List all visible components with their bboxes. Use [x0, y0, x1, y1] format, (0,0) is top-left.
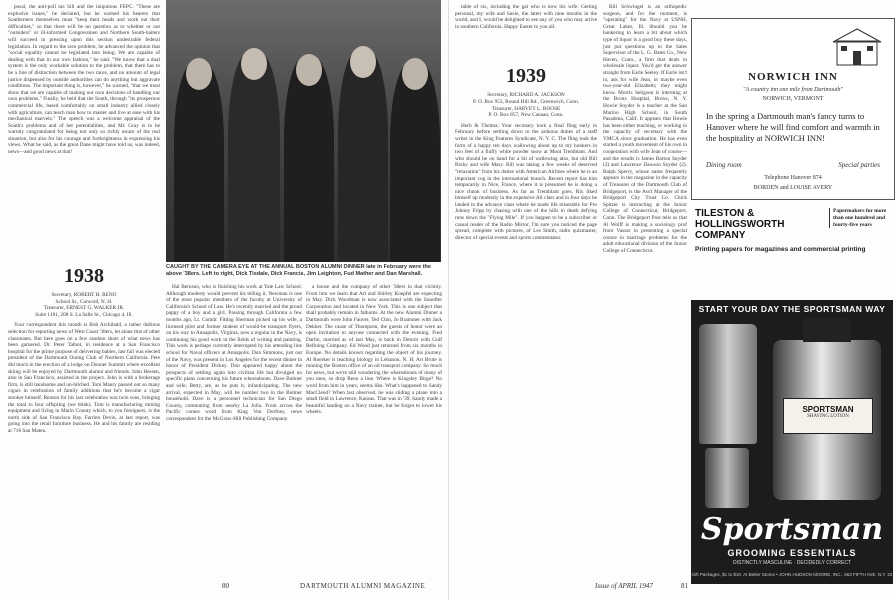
treasurer-address: Suite 1181, 208 S. La Salle St., Chicago 4, Ill.	[35, 311, 133, 318]
bottle-main-icon	[773, 340, 881, 500]
left-col3-text	[306, 284, 442, 580]
treasurer-line: Treasurer, ERNEST G. WALKER JR.	[43, 305, 125, 312]
page-number-right: 81	[681, 582, 688, 590]
sportsman-ad	[691, 300, 893, 584]
tileston-ad	[691, 206, 893, 294]
norwich-special: Special parties	[838, 161, 880, 169]
class-year-1939: 1939	[506, 65, 546, 88]
tileston-name	[695, 208, 784, 241]
right-col1	[455, 4, 597, 580]
norwich-phone: Telephone Hanover 874	[764, 175, 822, 181]
page-number-left: 80	[222, 582, 229, 590]
sportsman-grooming: GROOMING ESSENTIALS	[727, 548, 857, 558]
tileston-tagline: Printing papers for magazines and commercial printing	[695, 246, 866, 253]
tileston-name-line: TILESTON &	[695, 208, 755, 219]
paragraph: a house and the company of other '38ers in that vicinity. From him we learn that Art and Shirley Koepfel are expecting in May. Dick Woodman is now associated with the Sonofter Corporation and located in New York. This is one subject that shall probably remain in fathoms. At the new Alumni Dinner a Dartmouth were John Fauver, Ted Chin, Jo Brammer with Jack Dekker. The cause of Thompson, the guests of honor were an open invitation to anyone connected with the evening. Fred Darlin, married as of last May, is back in Detroit with Gulf Refining Company. Ed Wood just returned from six months in Europe. No details known regarding the object of his journey. Al Roerker is teaching biology in Lebanon, N. H. Art Brule is running the Boston office of an oil transport company. So much for news, but we're still wondering the whereabouts of many of you men, so drop Reno a line. Where is Kingsley Birge? No word from him in years, seems like. What's happened to Sandy MacCleod? When last observed, he was sliding a plane into a small field in Lawrence, Kansas. That was in '39. Sandy made a beautiful landing on a Navy trainer, but he forgot to lower his wheels.	[306, 284, 442, 416]
norwich-title: NORWICH INN	[748, 71, 838, 83]
treasurer-line: Treasurer, HARVEY L. ROOSE	[491, 105, 561, 112]
bottle-sublabel: SHAVING LOTION	[807, 414, 849, 419]
norwich-inn-ad	[691, 18, 895, 200]
footer-magazine-name: DARTMOUTH ALUMNI MAGAZINE	[300, 582, 426, 590]
bottle-left-icon	[699, 324, 757, 444]
right-col2	[603, 4, 687, 580]
inn-illustration-icon	[827, 27, 887, 67]
norwich-dining: Dining room	[706, 161, 742, 169]
photo-caption: CAUGHT BY THE CAMERA EYE AT THE ANNUAL BOSTON ALUMNI DINNER late in February were the above '38ers. Left to right, Dick Tisdale, Dick Francis, Jim Leighton, Fud Mather and Dan Marshall.	[166, 264, 431, 277]
paragraph: Herb & Thelma: Your secretary took a final fling early in February before settling down to the arduous duties of a staff writer in the King Features Syndicate, N. Y. C. The fling took the form of a happy ten days wallowing about up to my hunkers in two feet of a fluffy white powder snow at Mont Tremblant. And who should be on hand for a bit of wallowing also, but old Bill Bixby and wife Mary. Bill was taking a few weeks of deserved "relaxation" from his duties with American Airlines where he is an important cog in the international branch. Recent report has him temporarily in Nice, France, where it is presumed he is doing a nice chunk of business. As far as Tremblant goes, Rix liked himself up modestly in the expensive All class and in four days he landed in the advance class where he made life miserable for Pro Johnny Fripp by chasing with one of the hills in death defying runs down the "Flying Mile". If you happen to be a subscriber or casual reader of the Radio Mirror, I'm sure you noticed the page spread, complete with pictures, of Les Smith, radio quizmaster, director of special events and sports commentator.	[455, 122, 597, 241]
class-photo	[166, 0, 441, 262]
left-col1-top-text	[8, 4, 160, 256]
secretary-address: P. O. Box 953, Round Hill Rd., Greenwich, Conn.	[472, 98, 580, 105]
treasurer-address: P. O. Box 857, New Canaan, Conn.	[488, 112, 564, 119]
left-col2-text	[166, 284, 302, 580]
bottle-small-icon	[705, 448, 749, 508]
tileston-side-note: Papermakers for more than one hundred and fourty-five years	[829, 208, 895, 228]
paragraph: Hal Bernson, who is finishing his work at Yale Law School. Although modesty would prevent his telling it, Newman is one of the most popular members of the faculty at University of California's School of Law. He's recently married and the proud pappy of a boy and a girl. Passing through California a few months ago, Lt. Comdr. Fitting Sherman picked up his wife, a licensed pilot and former student of would-be transport flyers, on his way to Annapolis, Virginia, now a regular in the Navy, is continuing his good work in the fields of writing and painting. This work is perhaps currently interrupted by his attending line school for Naval officers at Annapolis. Don Simmons, just out of the Navy, was present in Los Angeles for the recent dinner in honor of President Dickey. Don appeared happy about the prospects of settling again into civilian life but divulged no specific plans concerning his future whereabouts. Dave Bulmer and wife, Betty, are, as he puts it, infanticipating. The new arrival, expected in May, will be number two in the Bulmer household. Dave is a personnel technician for San Diego County, commuting from nearby La Jolla. From across the Pacific comes word from King Von Dorfney, news correspondent for the McGraw-Hill Publishing Company.	[166, 284, 302, 422]
paragraph: Bill Schwingel is an orthopedic surgeon, and for the moment, is "operating" for the Navy at USNH, Great Lakes, Ill. Should you be hankering to learn a bit about which type of liquor is a good buy these days, just put questions up to the Sales Supervisor of the L. G. Bates Co., New Haven, Conn., a firm that deals in wholesale liquor. You'd get the answer straight from Earle Seeley. If Earle isn't in, ask for wife Jean, or maybe even two-year-old Elizabeth; they might know. Morris Seligson is interning at the Bronx Hospital, Bronx, N. Y. Howie Snyder is a teacher at the San Marino High School, in South Pasadena, Calif. It appears that Howie has been either teaching, or working in the capacity of secretary with the YMCA since graduation. He has even started a youth movement of his own in cooperation with wife Jean of course—and the results is James Barton Snyder (3) and Lawrence Dawson Snyder (2). Ralph Sperry, whose name frequently appears in the magazine in the capacity of Treasurer of the Dartmouth Club of Bridgeport, is the Ass't Manager of the Bridgeport City Trust Co. Chick Spitzer is instructing at the Junior College of Connecticut, Bridgeport, Conn. The Bridgeport Post tells us that Al Wolff is making a sociology prof from Vassar in presenting a special course in marriage problems for the adult educational division of the Junior College of Connecticut.	[603, 4, 687, 254]
norwich-tagline: "A country inn one mile from Dartmouth"	[742, 87, 844, 93]
sportsman-fine-print: Gift Packages, $1 to $10. At Better Stores • JOHN HUDSON MOORE, INC., 663 FIFTH AVE, N.Y. 22	[691, 572, 893, 577]
norwich-owners: BORDEN and LOUISE AVERY	[753, 185, 833, 191]
tileston-name-line: COMPANY	[695, 230, 746, 241]
sportsman-tagline: DISTINCTLY MASCULINE · DECIDEDLY CORRECT	[733, 560, 851, 566]
norwich-location: NORWICH, VERMONT	[762, 96, 824, 102]
norwich-body: In the spring a Dartmouth man's fancy turns to Hanover where he will find comfort and warmth in the hospitality at NORWICH INN!	[706, 111, 880, 143]
tileston-name-line: HOLLINGSWORTH	[695, 219, 785, 230]
bottle-label: SPORTSMAN	[802, 405, 854, 414]
sportsman-brand: Sportsman	[700, 512, 884, 547]
secretary-address: School St., Concord, N. H.	[55, 298, 113, 305]
secretary-line: Secretary, ROBERT H. RENO	[51, 292, 117, 298]
right-page	[448, 0, 896, 600]
paragraph: posal, the anti-poll tax bill and the iniquitous FEPC. "These are explosive issues," he declared, but he warned his hearers that Southerners themselves must "keep their heads and work out their difficulties," so that there will be no question as to whether or not "outsiders" or ill-informed Congressmen and Northern South-baiters will succeed in pressing upon this section undesirable federal legislation. In regard to the race problem, he advanced the opinion that "social equality cannot be legislated into being. We are capable of dealing with that in our own fashion," he said. "We know that a dual system is the only workable solution to the problem, that there has to be a line of distinction between the two races, and no amount of legal justice dispensed by outside authorities can do anything but aggravate conditions. The important thing is, however," he warned, "that we must show that we are capable of making our own decisions of handling our own problems." Finally, he held that the South, through "its prosperous commercial life, based comfortably on small industry allied closely with agriculture, can teach man how to master and live at ease with his mechanical marvels." The speech was a welcome appraisal of the South's problems and of her potentialities, and Mr. Gray is to be warmly congratulated for being not only so richly aware of the real situation, but also for his courage and forthrightness in expressing his views. What he said, as the great Dane might have told us, was indeed, news—and good news at that!	[8, 4, 160, 156]
class-year-1938: 1938	[64, 265, 104, 287]
footer-issue: Issue of APRIL 1947	[595, 582, 653, 590]
secretary-line: Secretary, RICHARD A. JACKSON	[487, 92, 565, 99]
left-col1-bottom	[8, 258, 160, 580]
sportsman-headline: START YOUR DAY THE SPORTSMAN WAY	[698, 304, 886, 314]
paragraph: Your correspondent this month is Bob Archibald, a rather dubious selection for reporting news of West Coast '38ers, let alone that of other classmates. But here goes on a few random shots of what news has been garnered. Dr. Peter Talbot, in residence at a San Francisco hospital for the prime purpose of delivering babies, last fall was elected president of the Dartmouth Outing Club of Northern California. Pete did much in the erection of a lodge on Donner Summit where excellent skiing will be enjoyed by Dartmouth alumni and friends. John Hessen, also in San Francisco, assisted in the project. John is with a brokerage firm, is still handsome and un-hitched. Tom Maury passed out so many cigars in celebration of family additions that he's become a cigar smoker himself. Reason for his last celebration was twin sons, bringing the total to four offspring (we think). Tom is manufacturing mining equipment and living in Marin County which, to you foreigners, is the north side of San Francisco Bay. Farrien Devin, at last report, was going into the retail furniture business. He and his family are residing at 716 San Mateo.	[8, 322, 160, 434]
paragraph: table of six, including the gal who is now his wife. Getting personal, my wife and Susie, the latter with nine months in the world, and I, would be delighted to see any of you who may arrive in southern California. Happy Easter to you all.	[455, 4, 597, 30]
